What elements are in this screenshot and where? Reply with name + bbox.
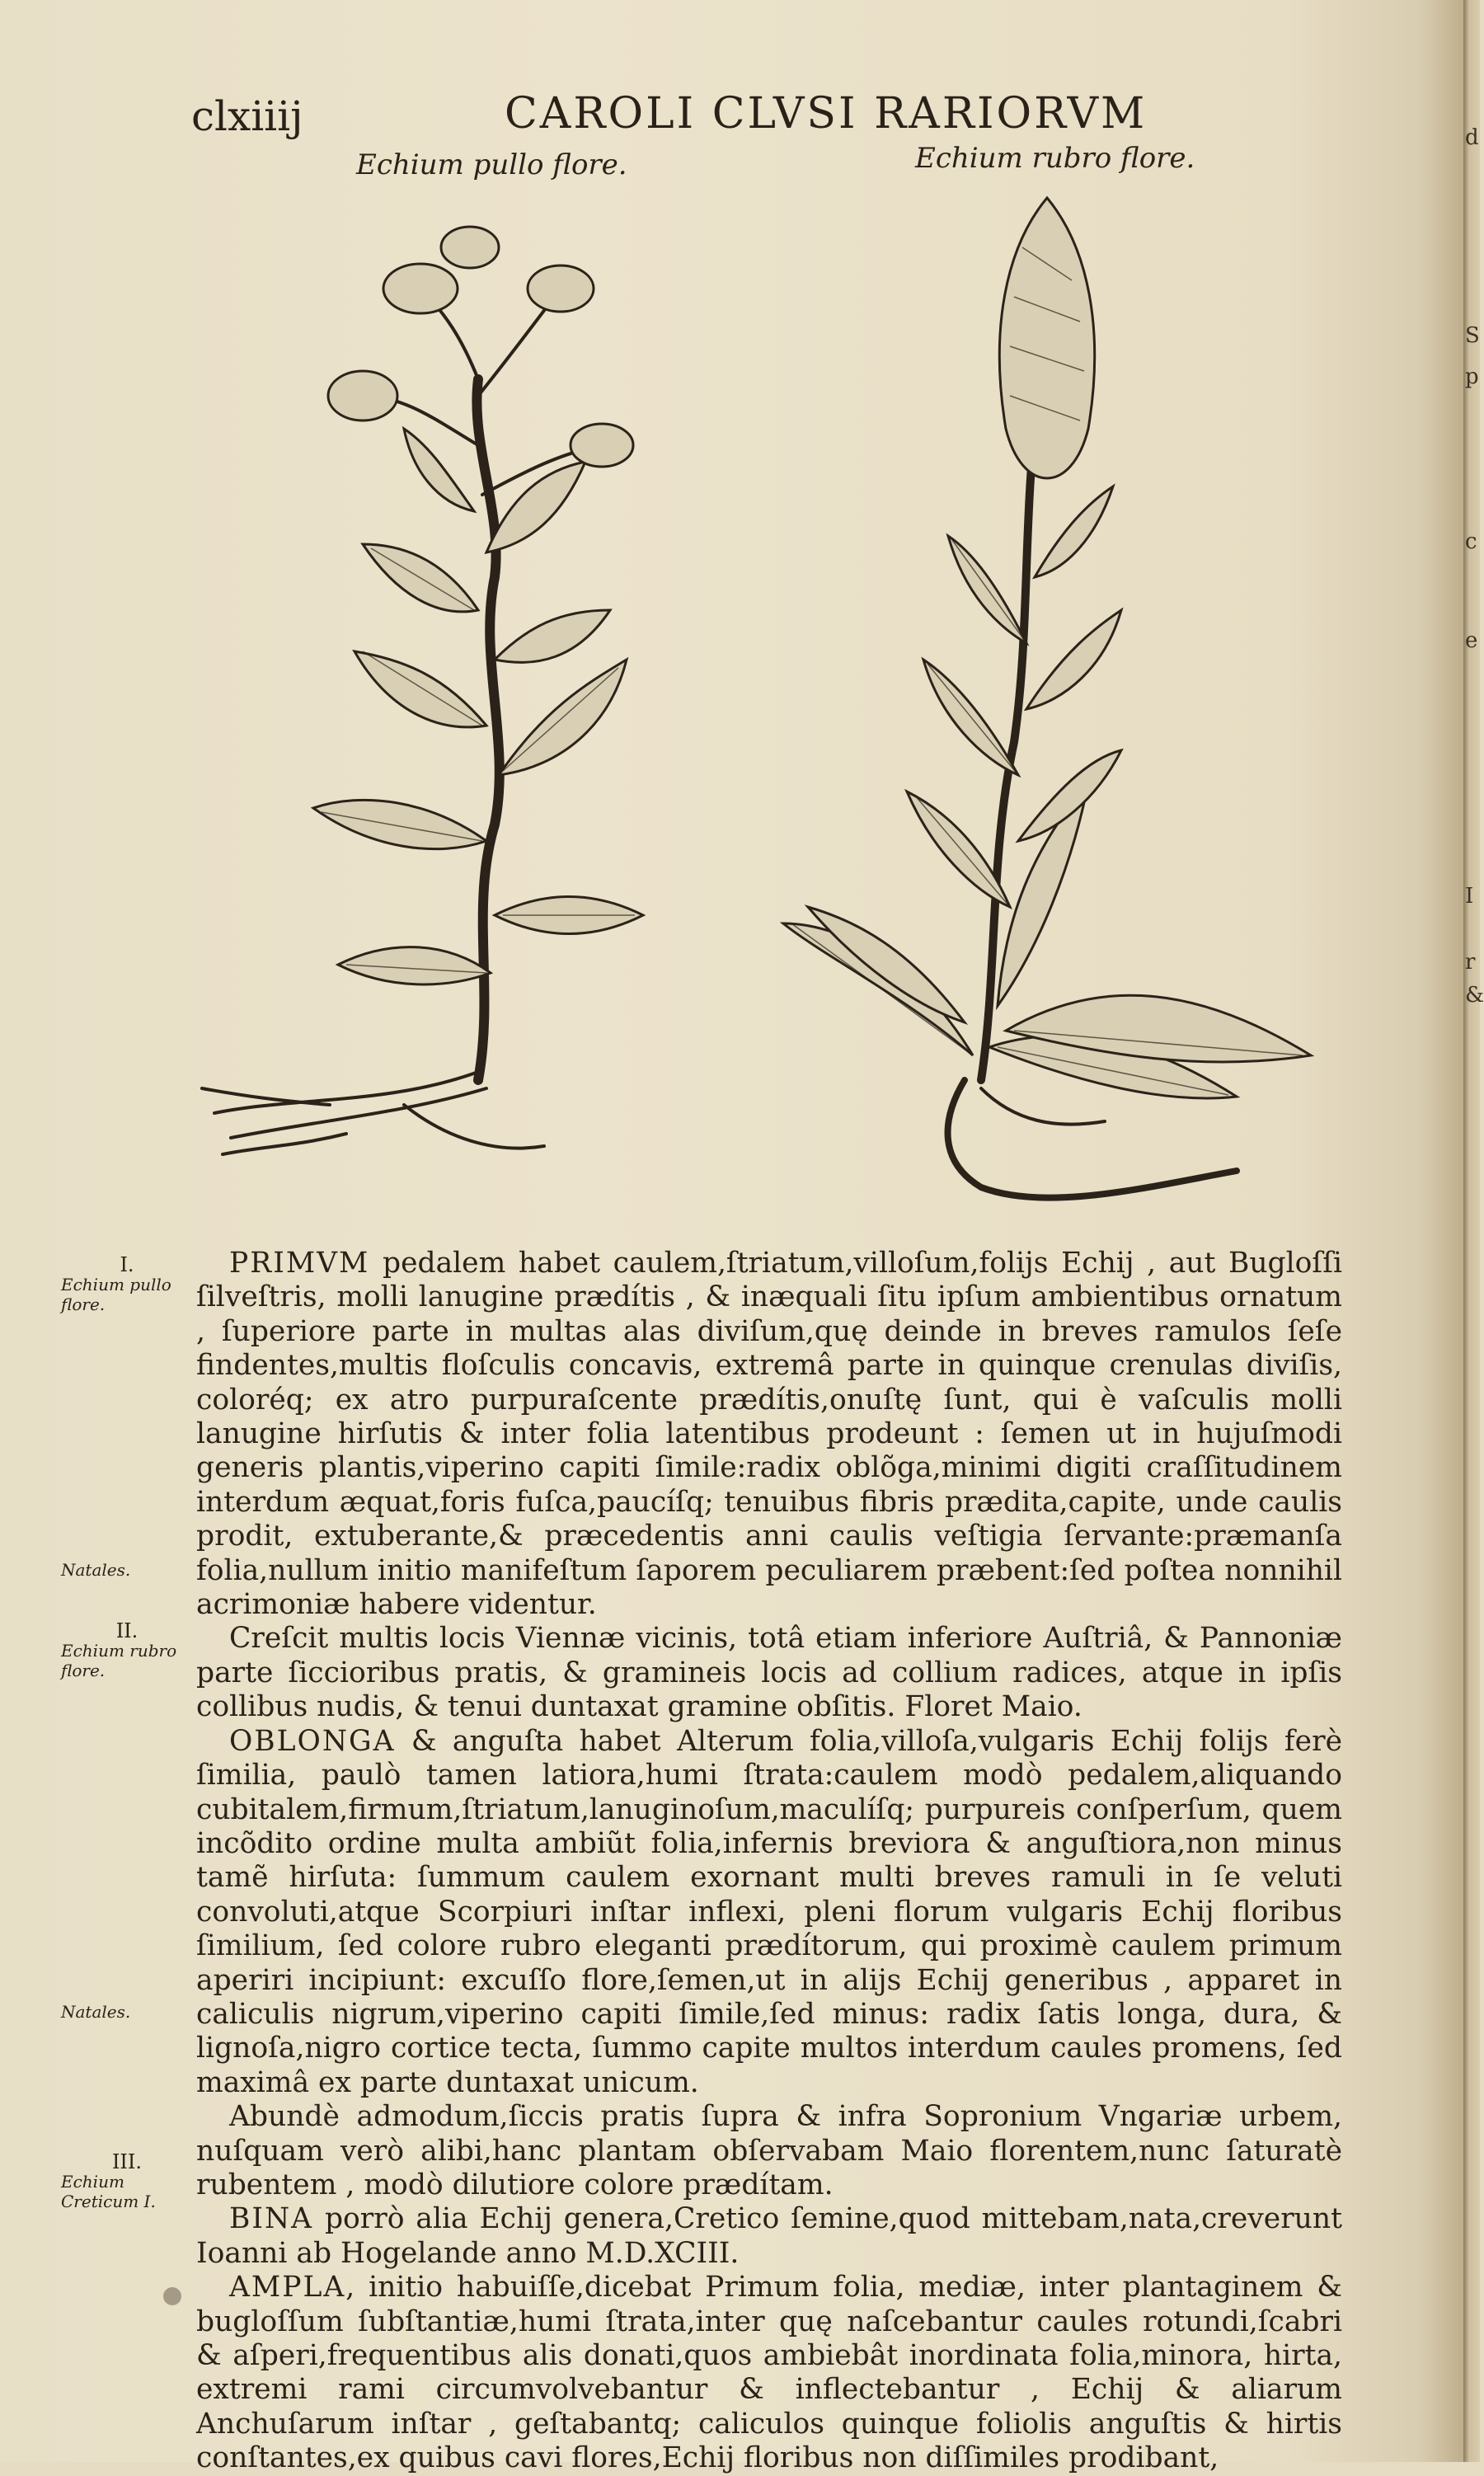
margin-note-number: I. (120, 1253, 134, 1276)
edge-fragment: p (1465, 364, 1479, 389)
paragraph-text: & anguſta habet Alterum folia,villoſa,vulgaris Echij folijs ferè ſimilia, paulò tamen latiora,humi ſtrata:caulem modò pedalem,aliquando cubitalem,firmum,ſtriatum,lanuginoſum,maculíſq; purpureis conſperſum, quem incõdito ordine multa ambiũt folia,infernis breviora & anguſtiora,non minus tamẽ hirſuta: ſummum caulem exornant multi breves ramuli in ſe veluti convoluti,atque Scorpiuri inſtar inflexi, pleni florum vulgaris Echij floribus ſimilium, ſed colore rubro eleganti prædítorum, qui proximè caulem primum aperiri incipiunt: excuſſo flore,ſemen,ut in alijs Echij generibus , apparet in caliculis nigrum,viperino capiti ſimile,ſed minus: radix ſatis longa, dura, & lignoſa,nigro cortice tecta, ſummo capite multos interdum caules promens, ſed maximâ ex parte duntaxat unicum. (196, 1724, 1342, 2099)
running-head: CAROLI CLVSI RARIORVM (505, 89, 1148, 139)
paragraph-text: Abundè admodum,ſiccis pratis ſupra & infra Sopronium Vngariæ urbem, nuſquam verò alibi,hanc plantam obſervabam Maio florentem,nunc ſaturatè rubentem , modò dilutiore colore prædítam. (196, 2100, 1342, 2201)
paragraph-lead: BINA (229, 2202, 314, 2236)
paragraph-text: Creſcit multis locis Viennæ vicinis, totâ etiam inferiore Auſtriâ, & Pannoniæ parte ſiccioribus pratis, & gramineis locis ad collium radices, atque in ipſis collibus nudis, & tenui duntaxat gramine obſitis. Floret Maio. (196, 1622, 1342, 1724)
edge-fragment: r (1465, 950, 1476, 975)
margin-note-text: Echium rubro flore. (61, 1641, 177, 1680)
margin-note-1 (61, 1255, 193, 1314)
margin-note-text: Natales. (61, 2002, 131, 2022)
woodcut-echium-pullo-flore (198, 198, 693, 1220)
ink-blot (163, 2287, 181, 2305)
margin-note-text: Echium pullo flore. (61, 1275, 171, 1314)
margin-note-5 (61, 2152, 193, 2211)
figure-caption-right: Echium rubro flore. (915, 142, 1195, 175)
edge-fragment: c (1465, 529, 1477, 554)
figure-caption-left: Echium pullo flore. (356, 148, 627, 181)
paragraph-text: , initio habuiſſe,dicebat Primum folia, mediæ, inter plantaginem & bugloſſum ſubſtantiæ,humi ſtrata,inter quę naſcebantur caules rotundi,ſcabri & aſperi,frequentibus alis donati,quos ambiebât inordinata folia,minora, hirta, extremi rami circumvolvebantur & inflectebantur , Echij & aliarum Anchuſarum inſtar , geſtabantq; caliculos quinque foliolis anguſtis & hirtis conſtantes,ex quibus cavi flores,Echij floribus non diſſimiles prodibant, (196, 2271, 1342, 2475)
edge-fragment: S (1465, 323, 1480, 348)
edge-fragment: & (1465, 983, 1484, 1008)
margin-note-text: Echium Creticum I. (61, 2172, 156, 2211)
margin-note-2 (61, 1560, 193, 1580)
margin-note-3 (61, 1621, 193, 1680)
margin-note-number: III. (111, 2150, 143, 2173)
margin-note-4 (61, 2002, 193, 2022)
paragraph-lead: PRIMVM (229, 1247, 370, 1280)
margin-note-number: II. (115, 1619, 139, 1642)
edge-fragment: I (1465, 884, 1474, 909)
paragraph-5 (196, 2202, 1342, 2271)
paragraph-3 (196, 1725, 1342, 2100)
body-text (196, 1247, 1342, 2476)
paragraph-6 (196, 2271, 1342, 2475)
folio-number: clxiiij (191, 92, 303, 140)
paragraph-lead: OBLONGA (229, 1724, 396, 1758)
paragraph-2 (196, 1622, 1342, 1724)
paragraph-4 (196, 2100, 1342, 2202)
woodcut-echium-rubro-flore (775, 181, 1336, 1220)
paragraph-text: pedalem habet caulem,ſtriatum,villoſum,folijs Echij , aut Bugloſſi ſilveſtris, molli lanugine prædítis , & inæquali ſitu ipſum ambientibus ornatum , ſuperiore parte in multas alas diviſum,quę deinde in breves ramulos ſeſe findentes,multis floſculis concavis, extremâ parte in quinque crenulas diviſis, coloréq; ex atro purpuraſcente prædítis,onuſtę ſunt, qui è vaſculis molli lanugine hirſutis & inter folia latentibus prodeunt : ſemen ut in hujuſmodi generis plantis,viperino capiti ſimile:radix oblõga,minimi digiti craſſitudinem interdum æquat,foris fuſca,paucíſq; tenuibus fibris prædita,capite, unde caulis prodit, extuberante,& præcedentis anni caulis veſtigia ſervante:præmanſa folia,nullum initio manifeſtum ſaporem peculiarem præbent:ſed poſtea nonnihil acrimoniæ habere videntur. (196, 1247, 1342, 1622)
paragraph-1 (196, 1247, 1342, 1622)
margin-note-text: Natales. (61, 1560, 131, 1580)
edge-fragment: d (1465, 125, 1479, 150)
edge-fragment: e (1465, 628, 1478, 653)
facing-page-edge (1463, 0, 1484, 2462)
paragraph-text: porrò alia Echij genera,Cretico ſemine,quod mittebam,nata,creverunt Ioanni ab Hogelande anno M.D.XCIII. (196, 2202, 1342, 2270)
paragraph-lead: AMPLA (229, 2271, 346, 2305)
